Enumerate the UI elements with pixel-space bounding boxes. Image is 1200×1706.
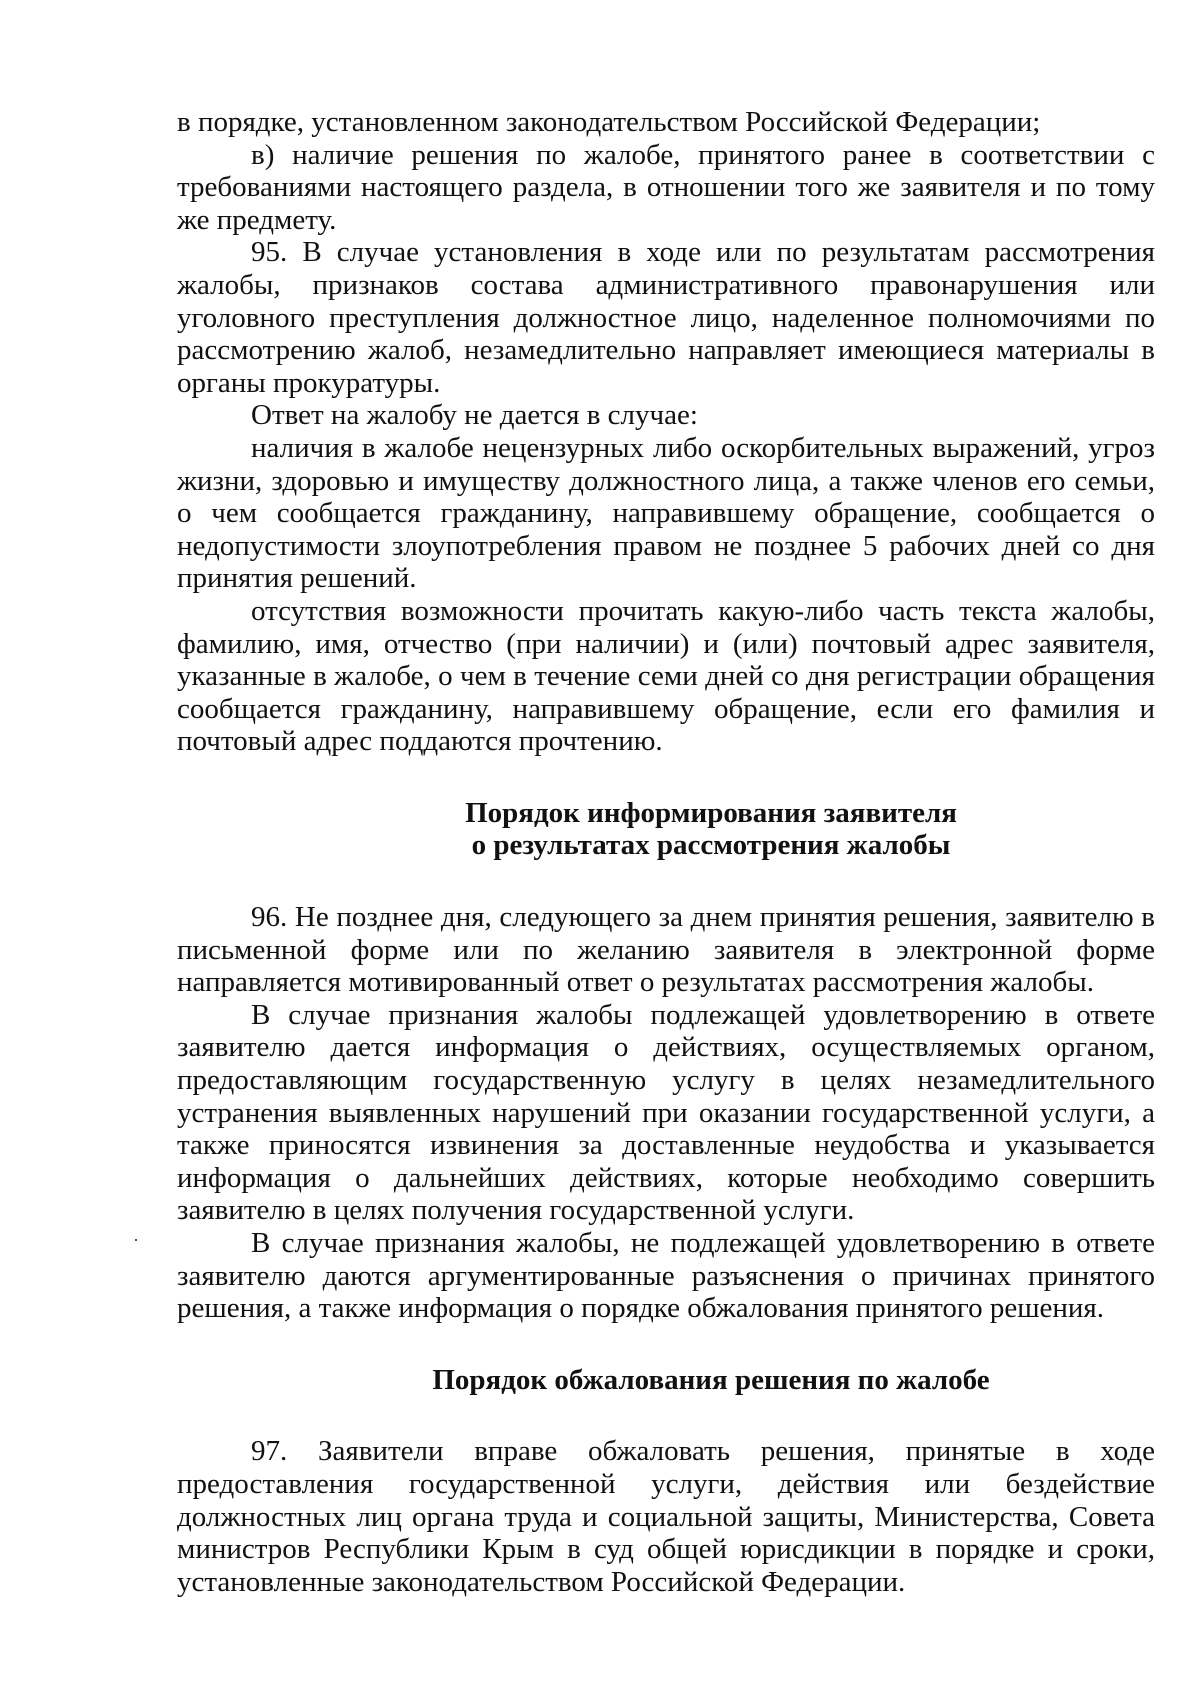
paragraph-complaint-satisfied: В случае признания жалобы подлежащей удовлетворению в ответе заявителю дается информация о действиях, осуществляемых органом, предоставляющим государственную услугу в целях незамедлительного устранения выявленных нарушений при оказании государственной услуги, а также приносятся извинения за доставленные неудобства и указывается информация о дальнейших действиях, которые необходимо совершить заявителю в целях получения государственной услуги.: [177, 998, 1155, 1227]
scan-speck: [135, 1239, 137, 1241]
paragraph-97: 97. Заявители вправе обжаловать решения, принятые в ходе предоставления государственной услуги, действия или бездействие должностных лиц органа труда и социальной защиты, Министерства, Совета министров Республики Крым в суд общей юрисдикции в порядке и сроки, установленные законодательством Российской Федерации.: [177, 1435, 1155, 1598]
section-heading-informing: [267, 797, 1155, 862]
document-body: [177, 106, 1155, 1598]
paragraph-obscene-language: наличия в жалобе нецензурных либо оскорбительных выражений, угроз жизни, здоровью и имуществу должностного лица, а также членов его семьи, о чем сообщается гражданину, направившему обращение, сообщается о недопустимости злоупотребления правом не позднее 5 рабочих дней со дня принятия решений.: [177, 431, 1155, 595]
paragraph-no-answer-intro: Ответ на жалобу не дается в случае:: [251, 399, 698, 432]
paragraph-item-v: в) наличие решения по жалобе, принятого ранее в соответствии с требованиями настоящего раздела, в отношении того же заявителя и по тому же предмету.: [177, 138, 1155, 236]
paragraph-continuation: в порядке, установленном законодательством Российской Федерации;: [177, 106, 1041, 138]
section-heading-line: о результатах рассмотрения жалобы: [471, 829, 951, 862]
paragraph-96: 96. Не позднее дня, следующего за днем принятия решения, заявителю в письменной форме или по желанию заявителя в электронной форме направляется мотивированный ответ о результатах рассмотрения жалобы.: [177, 901, 1155, 999]
paragraph-95: 95. В случае установления в ходе или по результатам рассмотрения жалобы, признаков состава административного правонарушения или уголовного преступления должностное лицо, наделенное полномочиями по рассмотрению жалоб, незамедлительно направляет имеющиеся материалы в органы прокуратуры.: [177, 236, 1155, 399]
section-heading-line: Порядок информирования заявителя: [465, 796, 957, 829]
paragraph-unreadable-text: отсутствия возможности прочитать какую-либо часть текста жалобы, фамилию, имя, отчество (при наличии) и (или) почтовый адрес заявителя, указанные в жалобе, о чем в течение семи дней со дня регистрации обращения сообщается гражданину, направившему обращение, если его фамилия и почтовый адрес поддаются прочтению.: [177, 594, 1155, 758]
section-heading-appeal: Порядок обжалования решения по жалобе: [432, 1363, 990, 1396]
paragraph-complaint-rejected: В случае признания жалобы, не подлежащей удовлетворению в ответе заявителю даются аргументированные разъяснения о причинах принятого решения, а также информация о порядке обжалования принятого решения.: [177, 1227, 1155, 1325]
